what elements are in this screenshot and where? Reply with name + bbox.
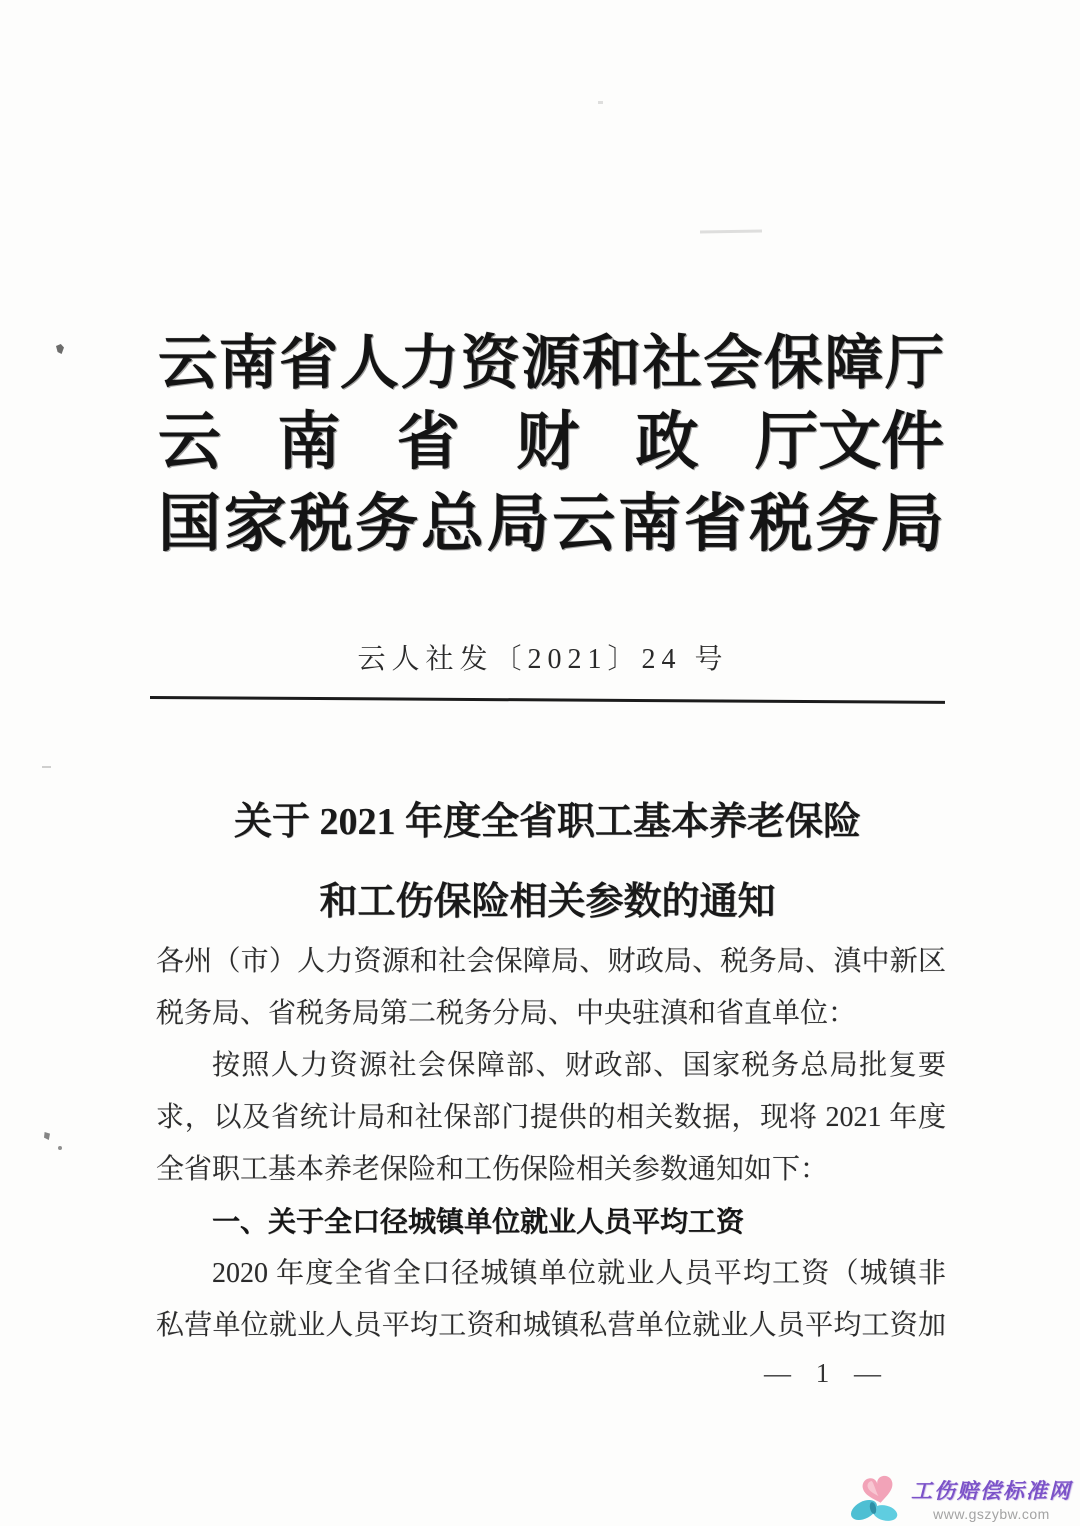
watermark-text (911, 1475, 1072, 1522)
page-number: — 1 — (764, 1358, 890, 1388)
body-line-para2-2: 私营单位就业人员平均工资和城镇私营单位就业人员平均工资加 (156, 1310, 946, 1341)
butterfly-heart-icon (849, 1472, 907, 1524)
letterhead-line-1: 云 南 省 人 力 资 源 和 社 会 保 障 厅 (158, 330, 944, 396)
scan-speckle (58, 1146, 62, 1150)
letterhead-line-2: 云 南 省 财 政 厅文件 (158, 407, 944, 477)
body-line-salutation-1: 各州（市）人力资源和社会保障局、财政局、税务局、滇中新区 (156, 946, 946, 977)
scan-speckle (700, 229, 762, 233)
watermark-site-url: www.gszybw.com (933, 1505, 1050, 1522)
scan-speckle (56, 344, 64, 354)
scan-speckle (44, 1132, 50, 1140)
body-line-para2-1: 2020 年度全省全口径城镇单位就业人员平均工资（城镇非 (212, 1258, 946, 1289)
document-body (156, 936, 946, 1352)
site-watermark (849, 1472, 1072, 1524)
title-line-2: 和工伤保险相关参数的通知 (319, 881, 776, 923)
body-line-para1-2: 求，以及省统计局和社保部门提供的相关数据，现将 2021 年度 (156, 1102, 946, 1133)
letterhead-line-3: 国 家 税 务 总 局 云 南 省 税 务 局 (158, 489, 944, 559)
watermark-site-name: 工伤赔偿标准网 (911, 1478, 1072, 1503)
scan-speckle (42, 766, 51, 768)
document-number: 云人社发〔2021〕24 号 (357, 644, 729, 675)
header-divider-line (150, 696, 945, 704)
body-line-para1-3: 全省职工基本养老保险和工伤保险相关参数通知如下： (156, 1154, 829, 1185)
body-section-heading: 一、关于全口径城镇单位就业人员平均工资 (212, 1206, 745, 1237)
document-title (150, 782, 945, 942)
body-line-para1-1: 按照人力资源社会保障部、财政部、国家税务总局批复要 (212, 1050, 946, 1081)
body-line-salutation-2: 税务局、省税务局第二税务分局、中央驻滇和省直单位： (156, 998, 857, 1029)
letterhead (158, 318, 944, 564)
scan-speckle (598, 101, 603, 104)
title-line-1: 关于 2021 年度全省职工基本养老保险 (233, 801, 861, 843)
